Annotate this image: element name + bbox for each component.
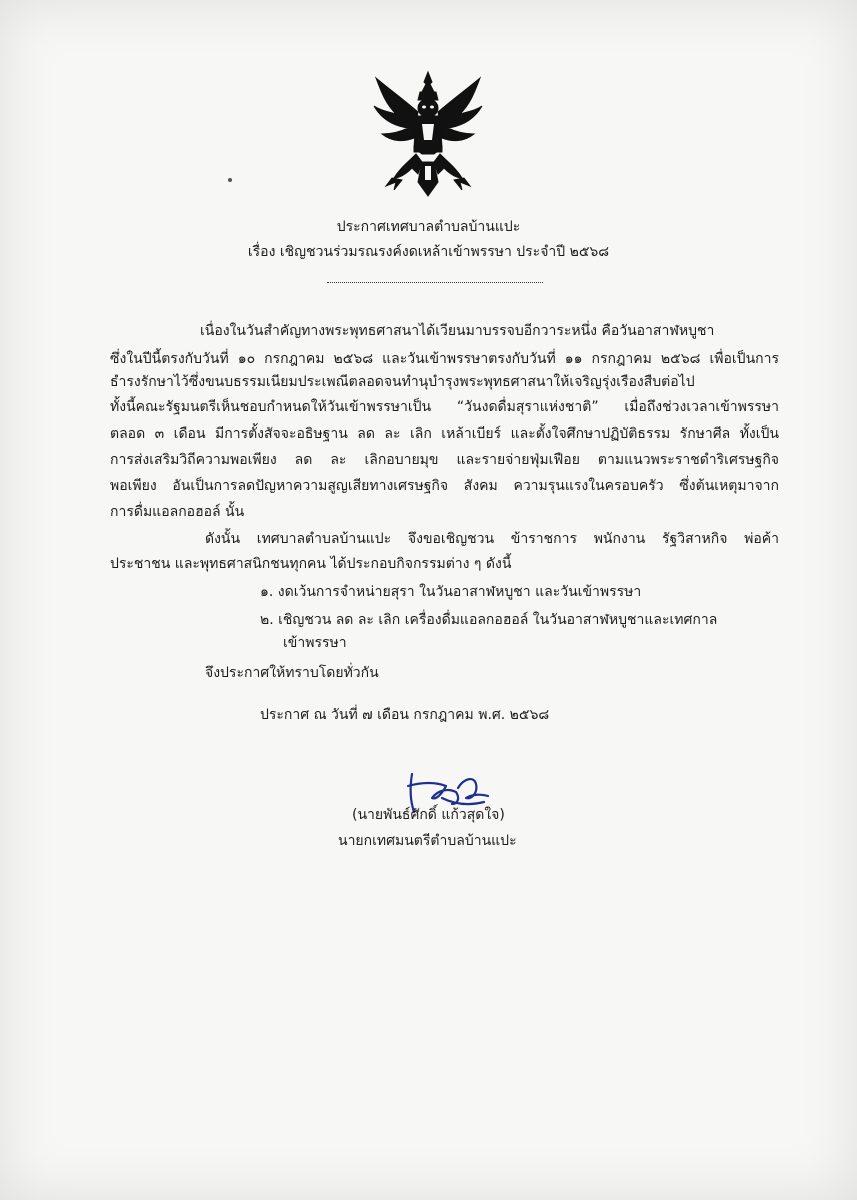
paper-speck xyxy=(228,178,232,182)
body-line: พอเพียง อันเป็นการลดปัญหาความสูญเสียทางเศรษฐกิจ สังคม ความรุนแรงในครอบครัว ซึ่งต้นเหตุมาจาก xyxy=(110,478,779,494)
body-line: ซึ่งในปีนี้ตรงกับวันที่ ๑๐ กรกฎาคม ๒๕๖๘ และวันเข้าพรรษาตรงกับวันที่ ๑๑ กรกฎาคม ๒๕๖๘ เพื่อเป็นการ xyxy=(110,351,779,367)
list-item: เข้าพรรษา xyxy=(283,635,347,651)
body-line: การดื่มแอลกอฮอล์ นั้น xyxy=(110,504,245,520)
body-line: ตลอด ๓ เดือน มีการตั้งสัจจะอธิษฐาน ลด ละ เลิก เหล้าเบียร์ และตั้งใจศึกษาปฏิบัติธรรม รักษาศีล ทั้งเป็น xyxy=(110,426,779,442)
list-item: ๑. งดเว้นการจำหน่ายสุรา ในวันอาสาฬหบูชา และวันเข้าพรรษา xyxy=(260,584,642,600)
page-title: ประกาศเทศบาลตำบลบ้านแปะ xyxy=(336,219,521,235)
signer-name: (นายพันธ์ศักดิ์ แก้วสุดใจ) xyxy=(352,807,505,823)
signer-position: นายกเทศมนตรีตำบลบ้านแปะ xyxy=(338,833,517,849)
body-line: ทั้งนี้คณะรัฐมนตรีเห็นชอบกำหนดให้วันเข้าพรรษาเป็น “วันงดดื่มสุราแห่งชาติ” เมื่อถึงช่วงเวลาเข้าพรรษา xyxy=(110,399,779,415)
document-subject: เรื่อง เชิญชวนร่วมรณรงค์งดเหล้าเข้าพรรษา ประจำปี ๒๕๖๘ xyxy=(247,244,610,260)
divider-dotted xyxy=(327,282,543,283)
body-line: การส่งเสริมวิถีความพอเพียง ลด ละ เลิกอบายมุข และรายจ่ายฟุ่มเฟือย ตามแนวพระราชดำริเศรษฐกิจ xyxy=(110,452,779,468)
garuda-emblem-icon xyxy=(368,70,488,200)
invite-line: ดังนั้น เทศบาลตำบลบ้านแปะ จึงขอเชิญชวน ข้าราชการ พนักงาน รัฐวิสาหกิจ พ่อค้า xyxy=(205,531,779,547)
closing-text: จึงประกาศให้ทราบโดยทั่วกัน xyxy=(205,665,379,681)
list-item: ๒. เชิญชวน ลด ละ เลิก เครื่องดื่มแอลกอฮอล์ ในวันอาสาฬหบูชาและเทศกาล xyxy=(260,612,718,628)
date-line: ประกาศ ณ วันที่ ๗ เดือน กรกฎาคม พ.ศ. ๒๕๖๘ xyxy=(260,707,550,723)
body-line: ธำรงรักษาไว้ซึ่งขนบธรรมเนียมประเพณีตลอดจนทำนุบำรุงพระพุทธศาสนาให้เจริญรุ่งเรืองสืบต่อไป xyxy=(110,374,695,390)
body-line: เนื่องในวันสำคัญทางพระพุทธศาสนาได้เวียนมาบรรจบอีกวาระหนึ่ง คือวันอาสาฬหบูชา xyxy=(200,323,715,339)
invite-line: ประชาชน และพุทธศาสนิกชนทุกคน ได้ประกอบกิจกรรมต่าง ๆ ดังนี้ xyxy=(110,556,512,572)
